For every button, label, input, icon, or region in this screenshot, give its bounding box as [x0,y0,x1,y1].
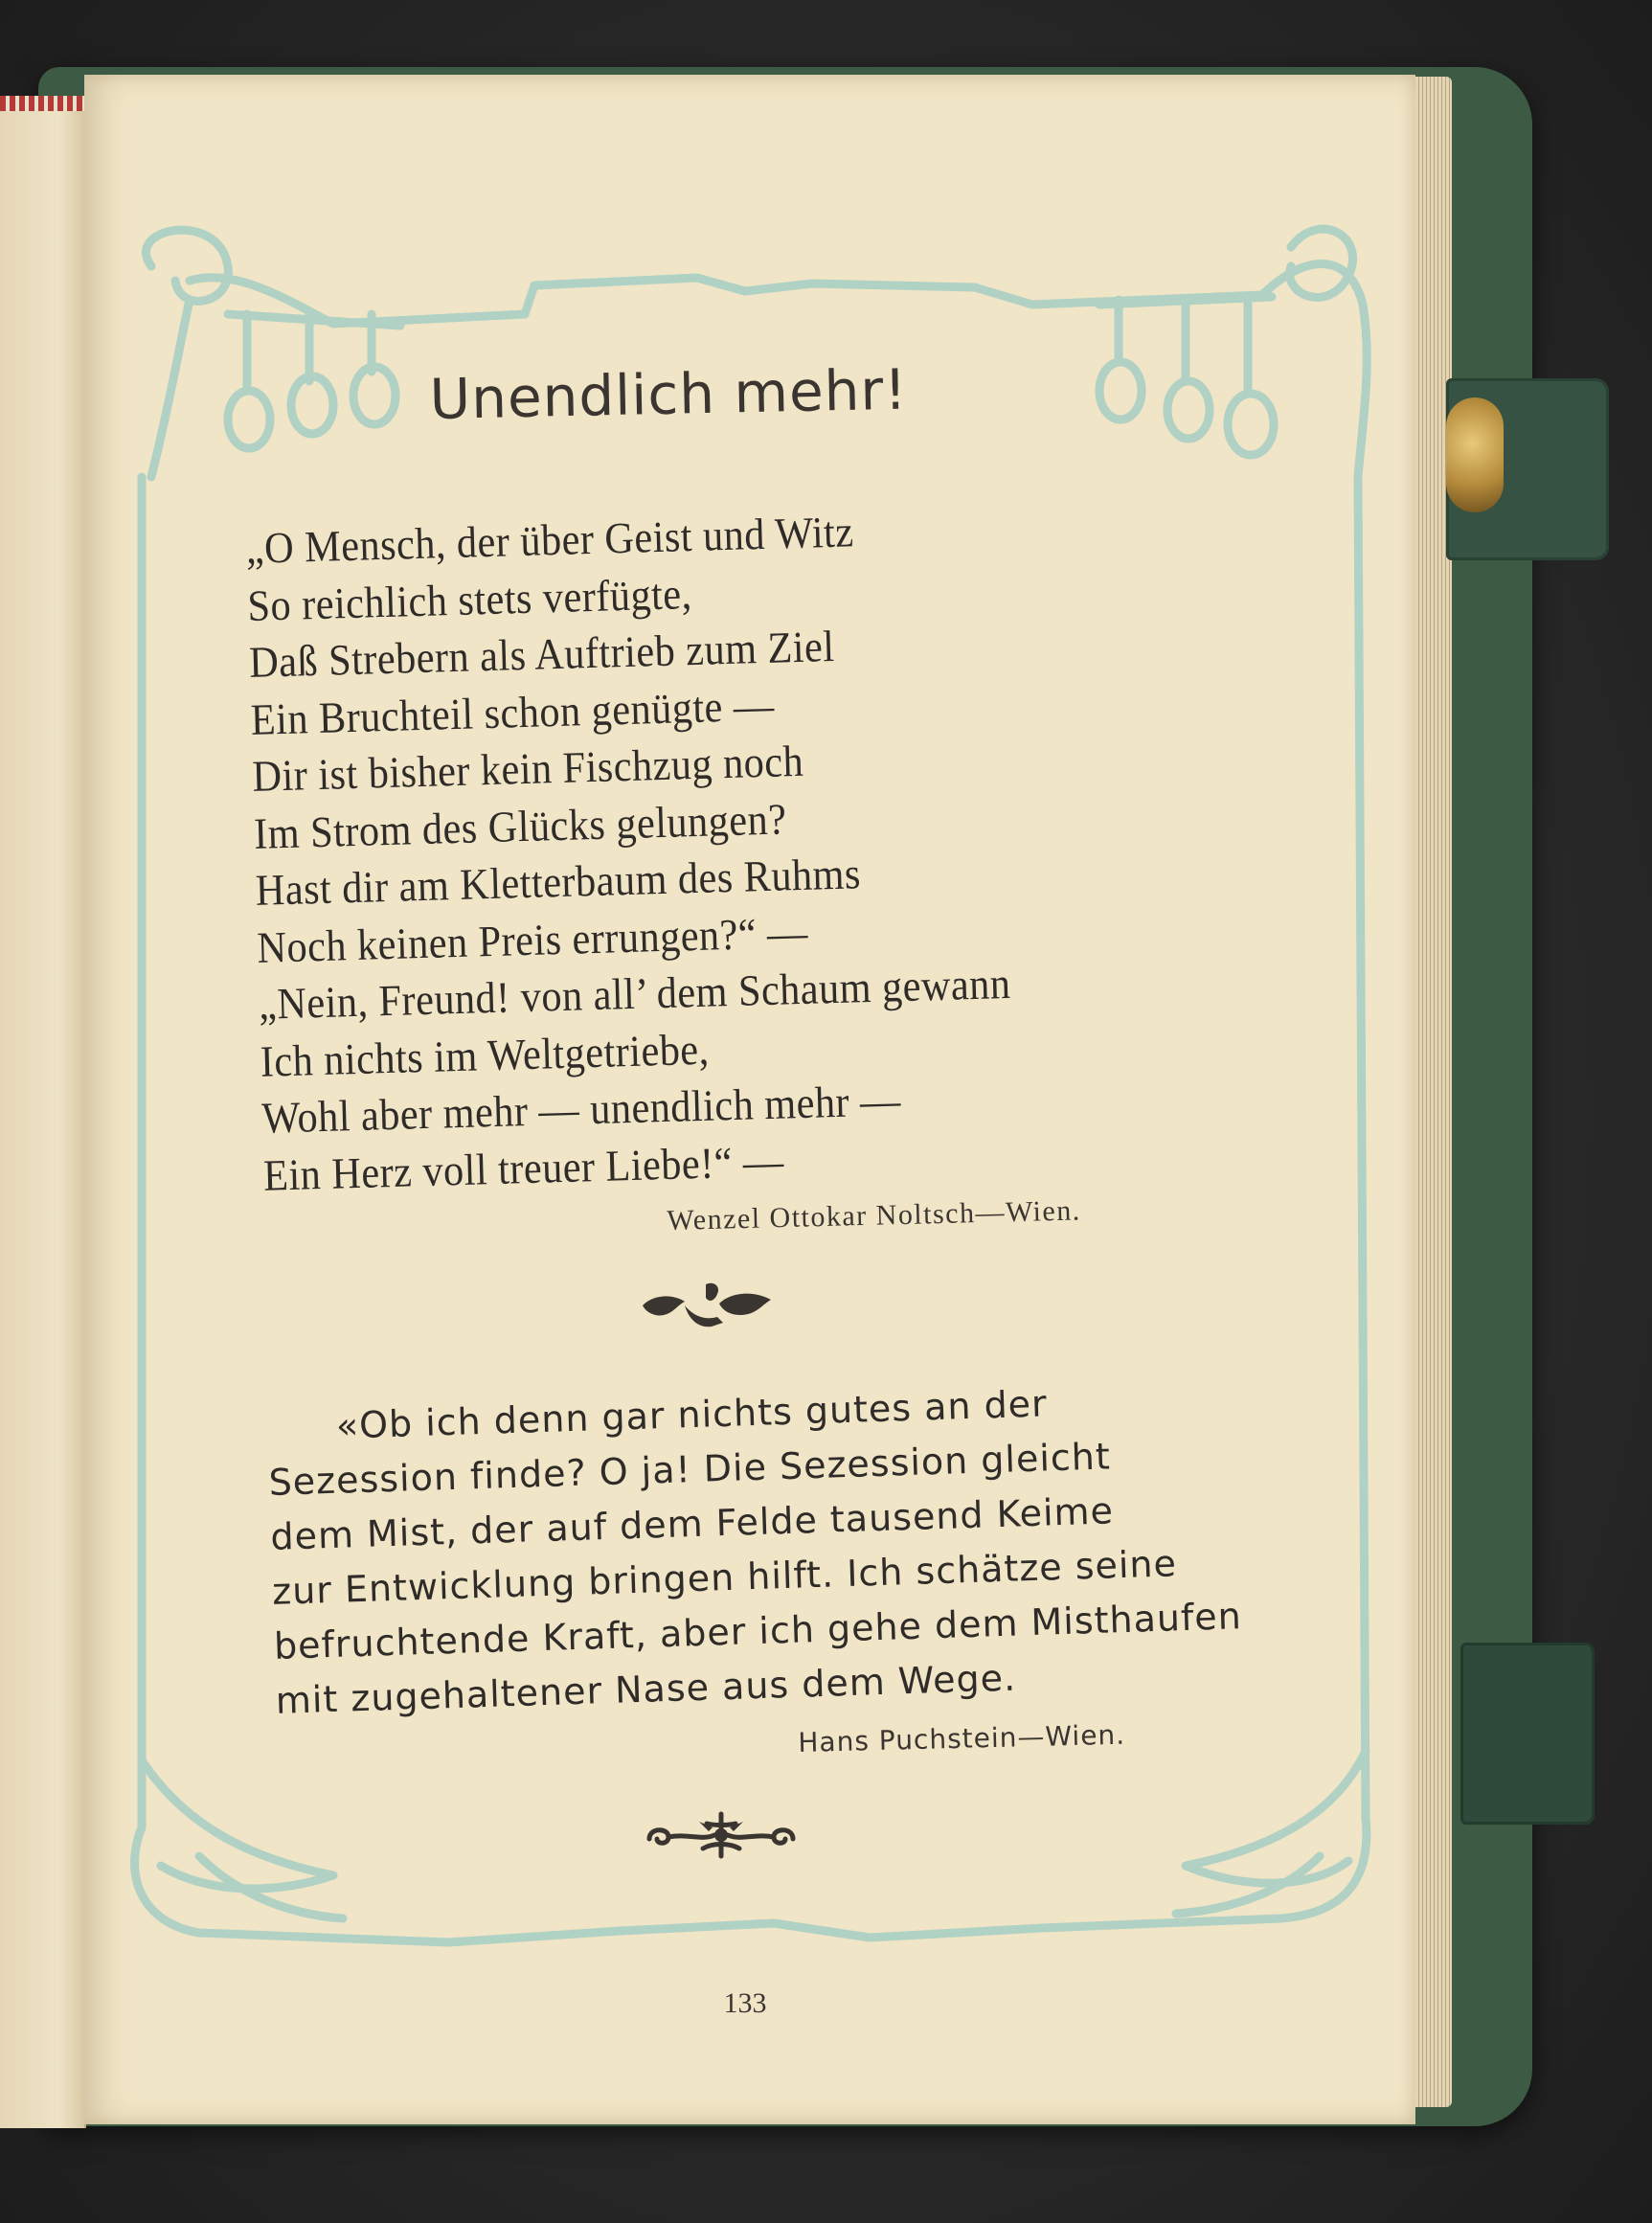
quote-author: Hans Puchstein—Wien. [798,1718,1126,1758]
oak-leaf-divider-icon [635,1277,779,1334]
quote-line: zur Entwicklung bringen hilft. Ich schätze seine [271,1542,1178,1613]
quote-line: «Ob ich denn gar nichts gutes an der [335,1382,1049,1447]
clasp-strap-bottom [1460,1643,1595,1825]
poem-line: Wohl aber mehr — unendlich mehr — [260,1076,902,1143]
poem-line: Ein Bruchteil schon genügte — [250,680,776,744]
poem-line: Im Strom des Glücks gelungen? [253,793,787,858]
poem-line: „O Mensch, der über Geist und Witz [245,507,855,573]
poem-line: So reichlich stets verfügte, [246,568,693,630]
quote-line: dem Mist, der auf dem Felde tausend Keime [269,1489,1115,1558]
poem-line: Hast dir am Kletterbaum des Ruhms [255,849,862,915]
poem-line: Noch keinen Preis errungen?“ — [256,907,809,972]
brass-clasp-icon [1446,397,1504,512]
poem-body [245,492,1260,1204]
poem-line: „Nein, Freund! von all’ dem Schaum gewann [258,958,1012,1029]
quote-line: Sezession finde? O ja! Die Sezession gleicht [267,1435,1112,1504]
poem-line: Ein Herz voll treuer Liebe!“ — [262,1136,785,1200]
scroll-divider-icon [640,1806,803,1864]
book-headband [0,96,88,111]
quote-line: befruchtende Kraft, aber ich gehe dem Misthaufen [273,1595,1243,1667]
quote-body [266,1372,1243,1729]
poem-line: Ich nichts im Weltgetriebe, [260,1024,711,1086]
poem-author: Wenzel Ottokar Noltsch—Wien. [667,1194,1082,1236]
book-page [84,75,1415,2124]
left-page-edge [0,107,86,2128]
poem-title: Unendlich mehr! [429,356,909,432]
poem-line: Dir ist bisher kein Fischzug noch [251,736,804,801]
quote-line: mit zugehaltener Nase aus dem Wege. [275,1656,1017,1722]
page-number: 133 [723,1987,767,2019]
poem-line: Daß Strebern als Auftrieb zum Ziel [248,621,836,687]
